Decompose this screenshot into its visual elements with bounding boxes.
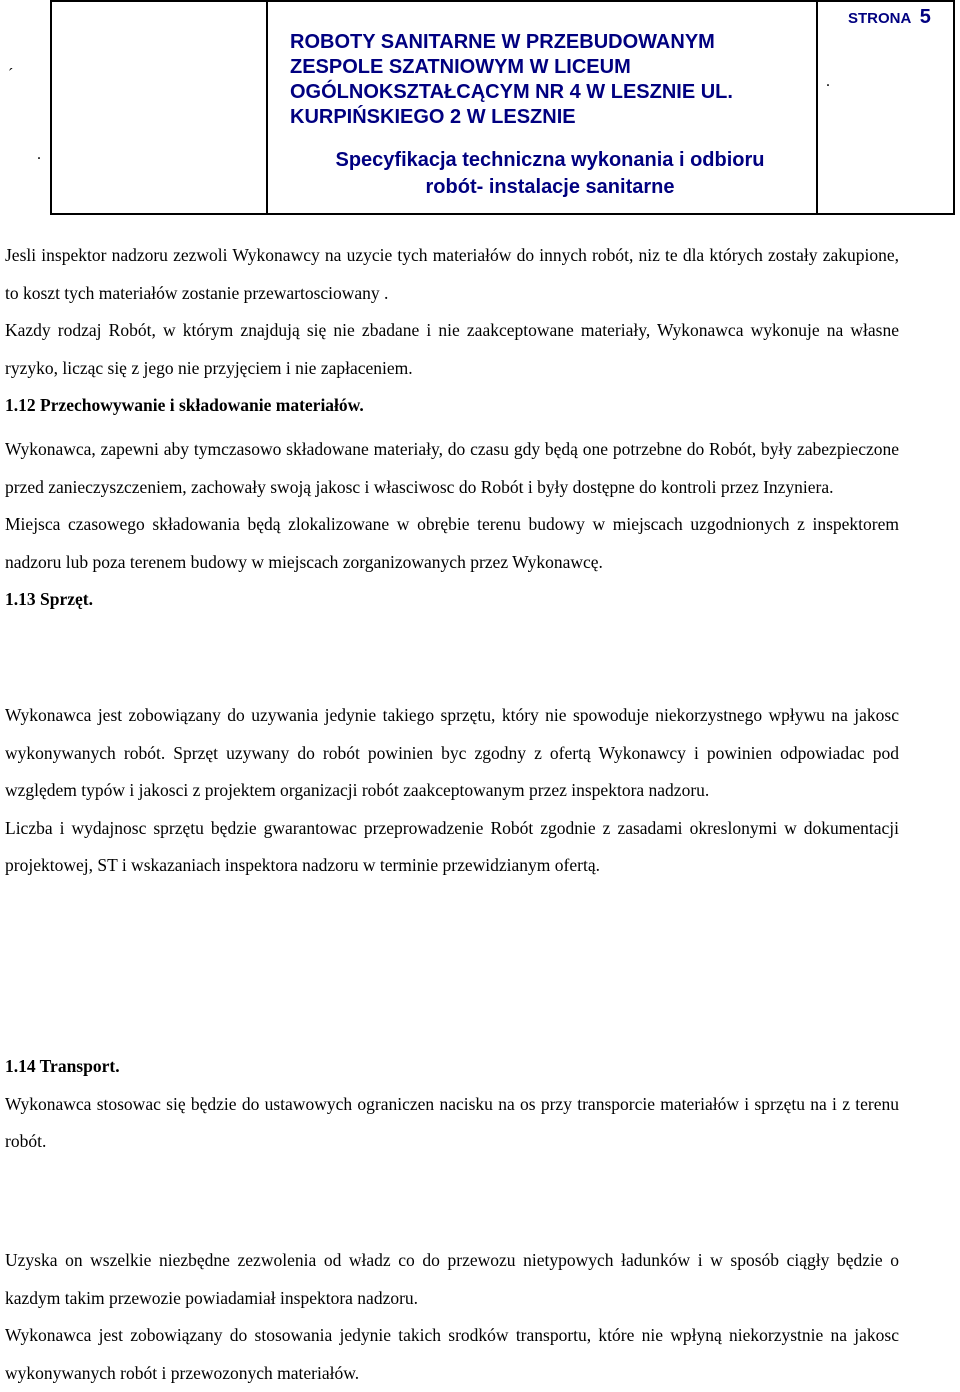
document-subtitle-line: robót- instalacje sanitarne	[425, 176, 675, 198]
page-number-label	[848, 6, 931, 29]
paragraph: Kazdy rodzaj Robót, w którym znajdują się nie zbadane i nie zaakceptowane materiały, Wykonawca wykonuje na własne ryzyko, licząc się z jego nie przyjęciem i nie zapłaceniem.	[5, 320, 899, 378]
document-subtitle	[290, 147, 810, 201]
document-title-line: ROBOTY SANITARNE W PRZEBUDOWANYM	[290, 31, 715, 53]
content-block-transport-permits	[5, 1242, 899, 1392]
document-title-line: ZESPOLE SZATNIOWYM W LICEUM	[290, 56, 631, 78]
stray-mark: ´	[8, 66, 14, 83]
paragraph: Miejsca czasowego składowania będą zlokalizowane w obrębie terenu budowy w miejscach uzgodnionych z inspektorem nadzoru lub poza terenem budowy w miejscach zorganizowanych przez Wykonawcę.	[5, 514, 899, 572]
stray-mark: .	[37, 146, 41, 163]
document-subtitle-line: Specyfikacja techniczna wykonania i odbioru	[335, 149, 765, 171]
section-heading: 1.14 Transport.	[5, 1056, 120, 1076]
content-block-storage	[5, 431, 899, 619]
section-heading: 1.13 Sprzęt.	[5, 589, 93, 609]
header-right-cell	[816, 2, 955, 213]
header-left-cell	[52, 2, 268, 213]
paragraph: Wykonawca jest zobowiązany do uzywania jedynie takiego sprzętu, który nie spowoduje niekorzystnego wpływu na jakosc wykonywanych robót. Sprzęt uzywany do robót powinien byc zgodny z ofertą Wykonawcy i powinien odpowiadac pod względem typów i jakosci z projektem organizacji robót zaakceptowanym przez inspektora nadzoru.	[5, 705, 899, 800]
content-block-equipment	[5, 697, 899, 885]
section-heading: 1.12 Przechowywanie i składowanie materiałów.	[5, 395, 364, 415]
document-title-line: KURPIŃSKIEGO 2 W LESZNIE	[290, 106, 576, 128]
content-block-transport	[5, 1048, 899, 1161]
page-label-text: STRONA	[848, 10, 912, 27]
paragraph: Wykonawca jest zobowiązany do stosowania jedynie takich srodków transportu, które nie wpłyną niekorzystnie na jakosc wykonywanych robót i przewozonych materiałów.	[5, 1325, 899, 1383]
paragraph: Jesli inspektor nadzoru zezwoli Wykonawcy na uzycie tych materiałów do innych robót, niz te dla których zostały zakupione, to koszt tych materiałów zostanie przewartosciowany .	[5, 245, 899, 303]
content-block-materials	[5, 237, 899, 425]
page-number: 5	[919, 6, 931, 28]
paragraph: Liczba i wydajnosc sprzętu będzie gwarantowac przeprowadzenie Robót zgodnie z zasadami okreslonymi w dokumentacji projektowej, ST i wskazaniach inspektora nadzoru w terminie przewidzianym ofertą.	[5, 817, 899, 875]
paragraph: Wykonawca, zapewni aby tymczasowo składowane materiały, do czasu gdy będą one potrzebne do Robót, były zabezpieczone przed zanieczyszczeniem, zachowały swoją jakosc i własciwosc do Robót i były dostępne do kontroli przez Inzyniera.	[5, 439, 899, 497]
paragraph: Wykonawca stosowac się będzie do ustawowych ograniczen nacisku na os przy transporcie materiałów i sprzętu na i z terenu robót.	[5, 1093, 899, 1151]
document-title-line: OGÓLNOKSZTAŁCĄCYM NR 4 W LESZNIE UL.	[290, 81, 733, 103]
document-title	[290, 30, 810, 130]
stray-mark: .	[826, 73, 830, 90]
paragraph: Uzyska on wszelkie niezbędne zezwolenia od władz co do przewozu nietypowych ładunków i w sposób ciągły będzie o kazdym takim przewozie powiadamiał inspektora nadzoru.	[5, 1250, 899, 1308]
